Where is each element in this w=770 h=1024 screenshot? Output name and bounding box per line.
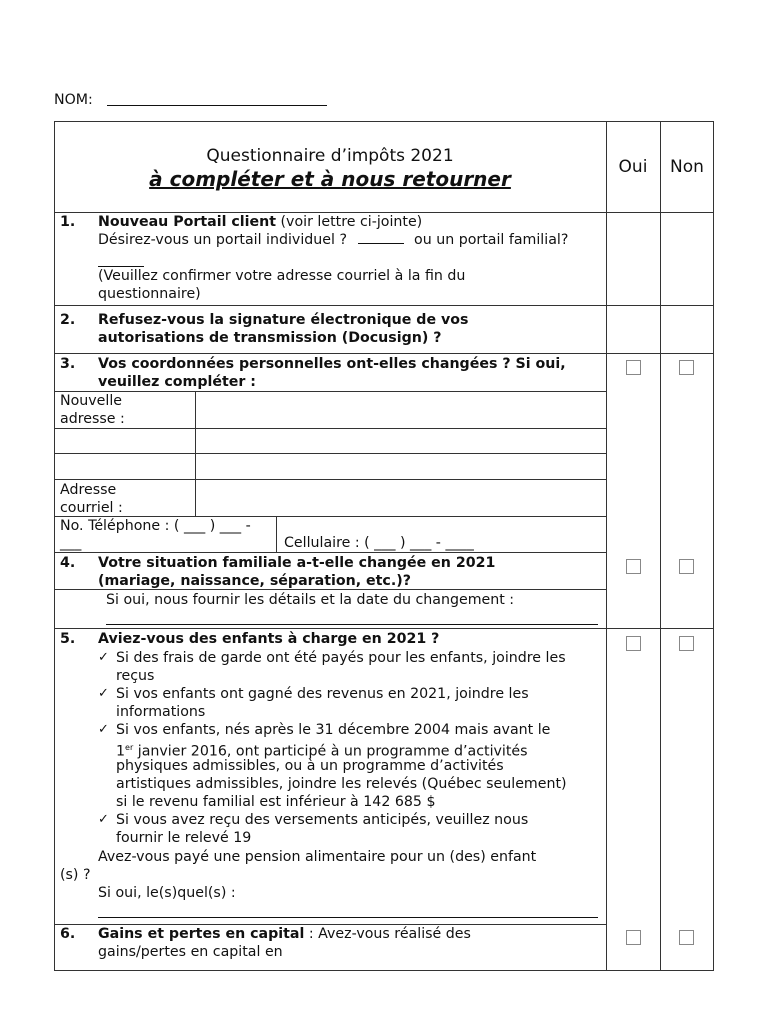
question-2-line-1: Refusez-vous la signature électronique de vos: [98, 312, 469, 328]
question-6-oui-checkbox[interactable]: [626, 930, 641, 945]
pension-question-line-2: (s) ?: [60, 867, 91, 883]
question-5-oui-checkbox[interactable]: [626, 636, 641, 651]
question-number: 3.: [60, 356, 76, 372]
bullet-3-line-3: physiques admissibles, ou à un programme d’activités: [116, 758, 504, 774]
bullet-3-ordinal: 1: [116, 743, 126, 760]
check-icon: ✓: [98, 812, 109, 827]
question-4-details-line[interactable]: [106, 624, 598, 625]
telephone-label: No. Téléphone : ( ___ ) ___ -: [60, 518, 251, 534]
telephone-label-cont: ___: [60, 535, 82, 551]
adresse-courriel-label-2: courriel :: [60, 500, 123, 516]
table-subtitle: à compléter et à nous retourner: [149, 167, 511, 191]
bullet-3-line-5: si le revenu familial est inférieur à 142 685 $: [116, 794, 436, 810]
question-3-line-1: Vos coordonnées personnelles ont-elles changées ? Si oui,: [98, 356, 566, 372]
pension-question-line-1: Avez-vous payé une pension alimentaire pour un (des) enfant: [98, 849, 537, 865]
nouvelle-adresse-label-1: Nouvelle: [60, 393, 123, 409]
pension-details-line[interactable]: [98, 917, 598, 918]
cellulaire-label: Cellulaire : ( ___ ) ___ - ____: [284, 535, 474, 551]
bullet-1-line-2: reçus: [116, 668, 155, 684]
bullet-2-line-2: informations: [116, 704, 206, 720]
question-5-title: Aviez-vous des enfants à charge en 2021 ?: [98, 631, 440, 647]
bullet-3-ordinal-suffix: er: [125, 743, 134, 752]
bullet-3-line-1: Si vos enfants, nés après le 31 décembre 2004 mais avant le: [116, 722, 551, 738]
portail-individuel-label: Désirez-vous un portail individuel ?: [98, 232, 347, 248]
table-title: Questionnaire d’impôts 2021: [206, 146, 454, 166]
check-icon: ✓: [98, 722, 109, 737]
question-5-non-checkbox[interactable]: [679, 636, 694, 651]
question-number: 1.: [60, 214, 76, 230]
bullet-1-line-1: Si des frais de garde ont été payés pour les enfants, joindre les: [116, 650, 566, 666]
column-oui-header: Oui: [618, 157, 648, 177]
question-4-line-1: Votre situation familiale a-t-elle changée en 2021: [98, 555, 496, 571]
portail-individuel-blank[interactable]: [358, 243, 404, 244]
question-4-oui-checkbox[interactable]: [626, 559, 641, 574]
bullet-4-line-2: fournir le relevé 19: [116, 830, 252, 846]
bullet-3-line-4: artistiques admissibles, joindre les relevés (Québec seulement): [116, 776, 567, 792]
portail-familial-label: ou un portail familial?: [414, 232, 569, 248]
question-3-line-2: veuillez compléter :: [98, 374, 256, 390]
nouvelle-adresse-field[interactable]: [196, 392, 606, 428]
question-number: 2.: [60, 312, 76, 328]
question-number: 4.: [60, 555, 76, 571]
bullet-2-line-1: Si vos enfants ont gagné des revenus en 2021, joindre les: [116, 686, 529, 702]
question-number: 6.: [60, 926, 76, 942]
question-1-title-suffix: (voir lettre ci-jointe): [276, 214, 423, 230]
bullet-4-line-1: Si vous avez reçu des versements anticipés, veuillez nous: [116, 812, 529, 828]
question-4-non-checkbox[interactable]: [679, 559, 694, 574]
question-1-title: Nouveau Portail client: [98, 214, 277, 230]
question-6-line-1: : Avez-vous réalisé des: [304, 926, 471, 942]
question-2-line-2: autorisations de transmission (Docusign) ?: [98, 330, 442, 346]
question-6-title: Gains et pertes en capital: [98, 926, 305, 942]
pension-details-prompt: Si oui, le(s)quel(s) :: [98, 885, 236, 901]
nouvelle-adresse-label-2: adresse :: [60, 411, 125, 427]
question-3-non-checkbox[interactable]: [679, 360, 694, 375]
nom-field: [54, 92, 327, 108]
adresse-courriel-field[interactable]: [196, 480, 606, 516]
nom-input-line[interactable]: [107, 105, 327, 106]
question-6-non-checkbox[interactable]: [679, 930, 694, 945]
question-4-details-prompt: Si oui, nous fournir les détails et la date du changement :: [106, 592, 515, 608]
question-6-line-2: gains/pertes en capital en: [98, 944, 283, 960]
question-1-note-1: (Veuillez confirmer votre adresse courriel à la fin du: [98, 268, 466, 284]
question-3-oui-checkbox[interactable]: [626, 360, 641, 375]
question-number: 5.: [60, 631, 76, 647]
column-non-header: Non: [670, 157, 704, 177]
bullet-3-line-2: janvier 2016, ont participé à un programme d’activités: [133, 743, 528, 760]
nom-label: NOM:: [54, 92, 93, 108]
adresse-line-2-field[interactable]: [196, 429, 606, 453]
check-icon: ✓: [98, 686, 109, 701]
adresse-courriel-label-1: Adresse: [60, 482, 117, 498]
adresse-line-3-field[interactable]: [196, 454, 606, 479]
question-4-line-2: (mariage, naissance, séparation, etc.)?: [98, 573, 411, 589]
check-icon: ✓: [98, 650, 109, 665]
question-1-note-2: questionnaire): [98, 286, 201, 302]
